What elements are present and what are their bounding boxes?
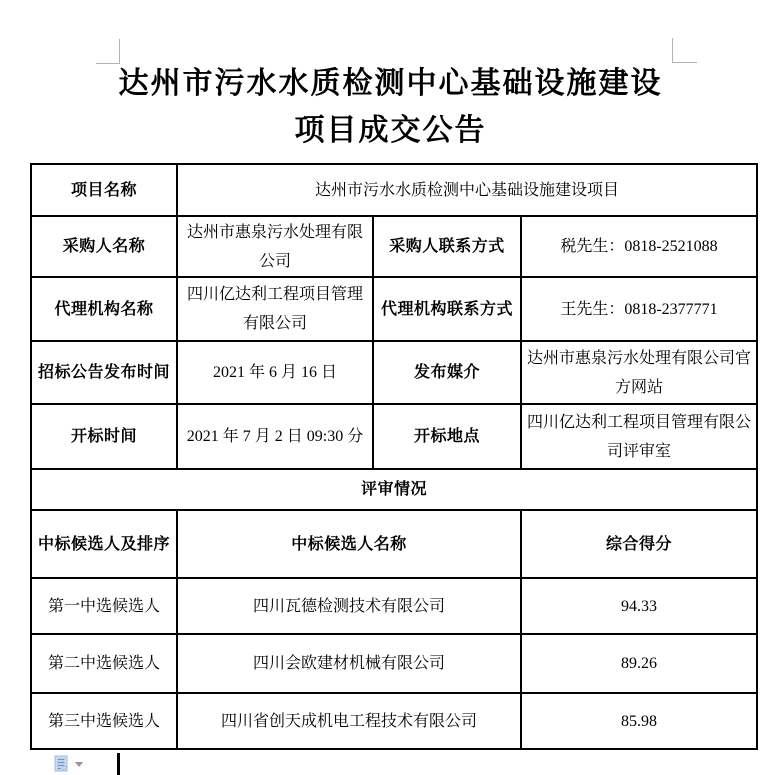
candidate-rank: 第三中选候选人 bbox=[31, 693, 177, 749]
text-cursor-caret bbox=[117, 753, 120, 775]
document-title-line2: 项目成交公告 bbox=[294, 114, 487, 147]
table-row bbox=[31, 216, 757, 277]
candidate-score: 89.26 bbox=[521, 634, 757, 693]
candidate-score: 94.33 bbox=[521, 578, 757, 634]
candidate-score: 85.98 bbox=[521, 693, 757, 749]
bid-opening-place-label: 开标地点 bbox=[373, 404, 521, 469]
agency-contact-value: 王先生：0818-2377771 bbox=[521, 277, 757, 341]
announcement-table bbox=[30, 163, 758, 750]
candidate-row bbox=[31, 578, 757, 634]
project-name-label: 项目名称 bbox=[31, 164, 177, 216]
candidate-name: 四川省创天成机电工程技术有限公司 bbox=[177, 693, 521, 749]
table-row bbox=[31, 164, 757, 216]
bid-opening-place-value: 四川亿达利工程项目管理有限公司评审室 bbox=[521, 404, 757, 469]
purchaser-contact-value: 税先生：0818-2521088 bbox=[521, 216, 757, 277]
review-section-title: 评审情况 bbox=[31, 469, 757, 510]
media-label: 发布媒介 bbox=[373, 341, 521, 404]
table-row bbox=[31, 404, 757, 469]
candidate-rank: 第一中选候选人 bbox=[31, 578, 177, 634]
document-title bbox=[0, 60, 781, 154]
purchaser-label: 采购人名称 bbox=[31, 216, 177, 277]
candidate-row bbox=[31, 634, 757, 693]
candidates-header-rank: 中标候选人及排序 bbox=[31, 510, 177, 578]
bid-opening-time-label: 开标时间 bbox=[31, 404, 177, 469]
table-row bbox=[31, 341, 757, 404]
candidate-rank: 第二中选候选人 bbox=[31, 634, 177, 693]
table-row bbox=[31, 510, 757, 578]
document-title-line1: 达州市污水水质检测中心基础设施建设 bbox=[118, 67, 663, 100]
candidates-header-name: 中标候选人名称 bbox=[177, 510, 521, 578]
chevron-down-icon[interactable] bbox=[75, 762, 83, 767]
table-row bbox=[31, 469, 757, 510]
media-value: 达州市惠泉污水处理有限公司官方网站 bbox=[521, 341, 757, 404]
paste-options-button[interactable] bbox=[50, 753, 84, 774]
purchaser-value: 达州市惠泉污水处理有限公司 bbox=[177, 216, 373, 277]
purchaser-contact-label: 采购人联系方式 bbox=[373, 216, 521, 277]
agency-value: 四川亿达利工程项目管理有限公司 bbox=[177, 277, 373, 341]
agency-label: 代理机构名称 bbox=[31, 277, 177, 341]
candidate-row bbox=[31, 693, 757, 749]
candidates-header-score: 综合得分 bbox=[521, 510, 757, 578]
table-row bbox=[31, 277, 757, 341]
agency-contact-label: 代理机构联系方式 bbox=[373, 277, 521, 341]
project-name-value: 达州市污水水质检测中心基础设施建设项目 bbox=[177, 164, 757, 216]
announcement-time-label: 招标公告发布时间 bbox=[31, 341, 177, 404]
bid-opening-time-value: 2021 年 7 月 2 日 09:30 分 bbox=[177, 404, 373, 469]
candidate-name: 四川瓦德检测技术有限公司 bbox=[177, 578, 521, 634]
announcement-time-value: 2021 年 6 月 16 日 bbox=[177, 341, 373, 404]
candidate-name: 四川会欧建材机械有限公司 bbox=[177, 634, 521, 693]
